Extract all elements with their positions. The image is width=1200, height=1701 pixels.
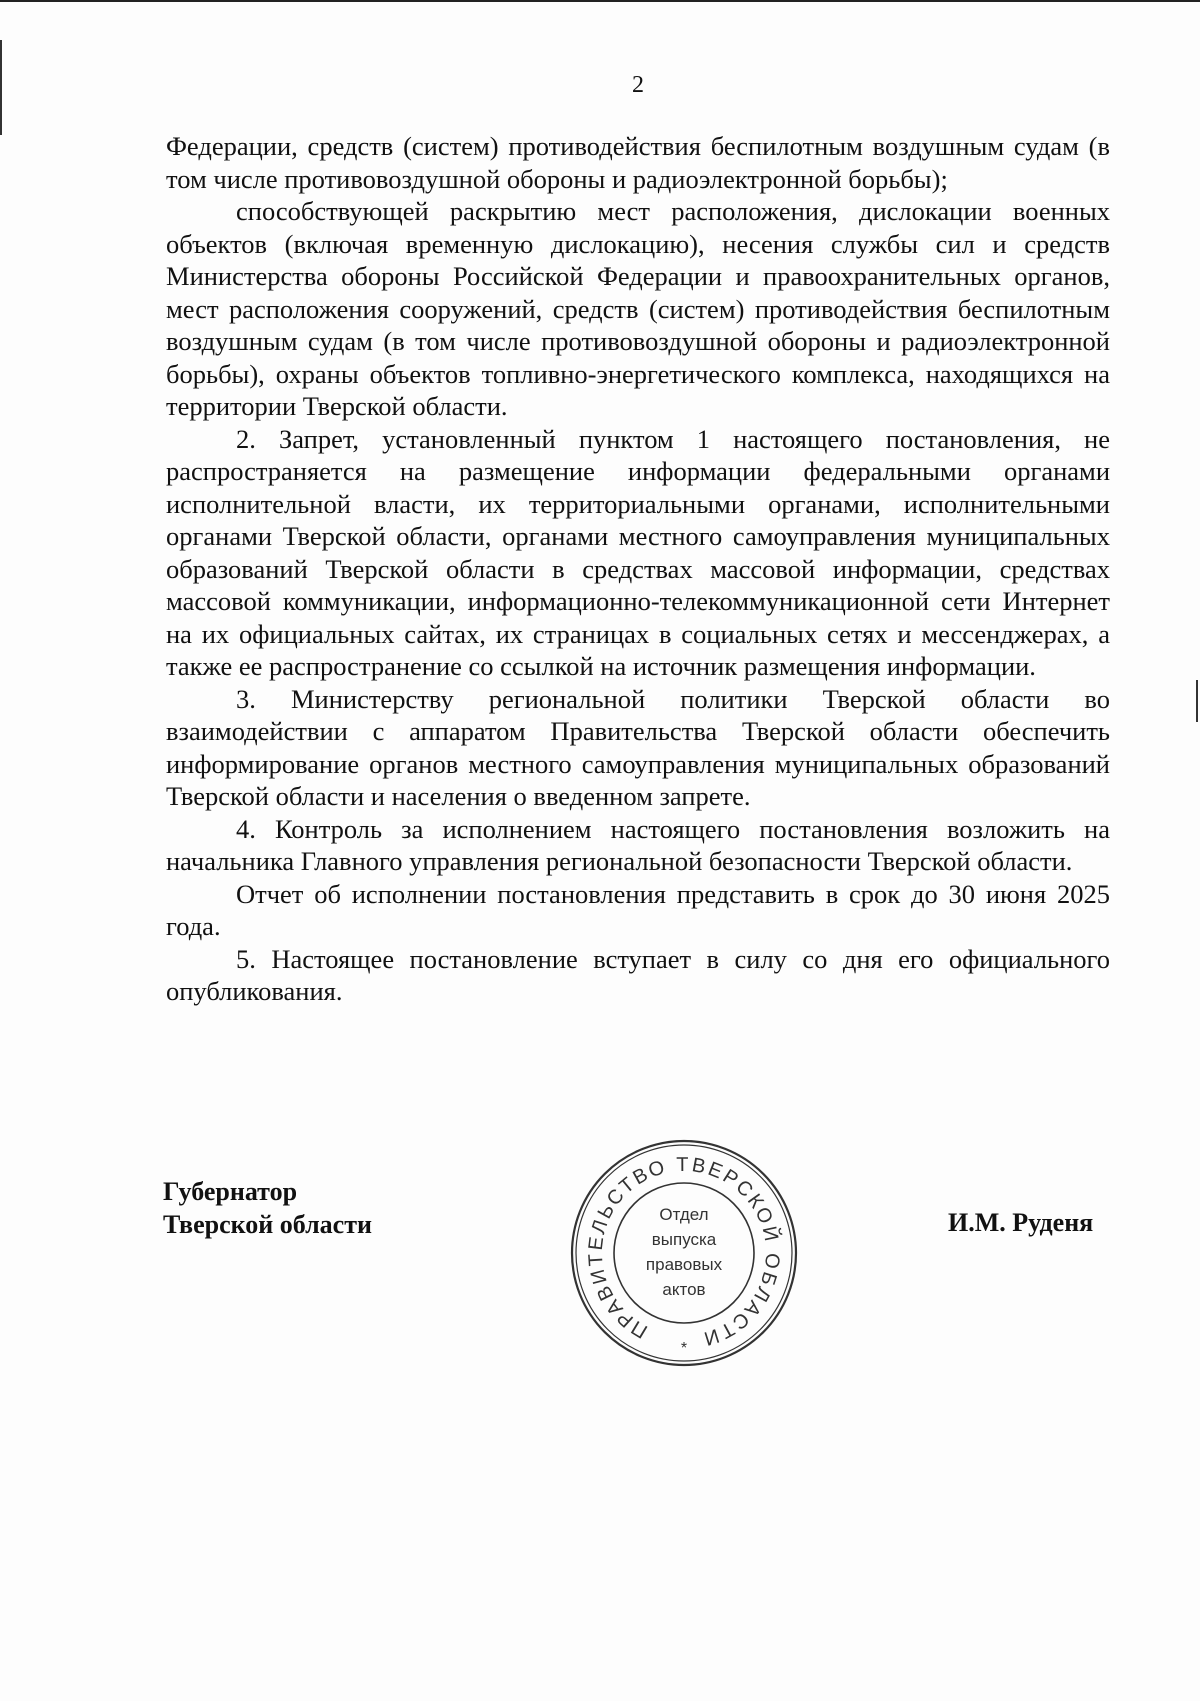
paragraph-item-2: 2. Запрет, установленный пунктом 1 настоящего постановления, не распространяется на размещение информации федеральными органами исполнительной власти, их территориальными органами, исполнительными органами Тверской области, органами местного самоуправления муниципальных образований Тверской области в средствах массовой информации, средствах массовой коммуникации, информационно-телекоммуникационной сети Интернет на их официальных сайтах, их страницах в социальных сетях и мессенджерах, а также ее распространение со ссылкой на источник размещения информации. <box>166 423 1110 681</box>
stamp-ring-text: ПРАВИТЕЛЬСТВО ТВЕРСКОЙ ОБЛАСТИ <box>584 1153 784 1350</box>
scan-top-edge <box>0 0 1200 2</box>
paragraph-item-3: 3. Министерству региональной политики Тверской области во взаимодействии с аппаратом Правительства Тверской области обеспечить информирование органов местного самоуправления муниципальных образований Тверской области и населения о введенном запрете. <box>166 683 1110 811</box>
page-number: 2 <box>632 72 644 98</box>
stamp-center-line: Отдел <box>659 1205 709 1224</box>
signatory-title <box>163 1175 372 1241</box>
stamp-center-line: правовых <box>645 1255 723 1274</box>
stamp-center-line: выпуска <box>651 1230 717 1249</box>
document-body <box>166 130 1110 1008</box>
stamp-center-text <box>618 1202 750 1302</box>
paragraph-report-deadline: Отчет об исполнении постановления представить в срок до 30 июня 2025 года. <box>166 878 1110 941</box>
stamp-center-line: актов <box>662 1280 706 1299</box>
signatory-title-line2: Тверской области <box>163 1210 372 1239</box>
scan-mark-right <box>1196 680 1198 722</box>
paragraph-item-4: 4. Контроль за исполнением настоящего постановления возложить на начальника Главного управления региональной безопасности Тверской области. <box>166 813 1110 876</box>
paragraph-item-5: 5. Настоящее постановление вступает в силу со дня его официального опубликования. <box>166 943 1110 1006</box>
signatory-name: И.М. Руденя <box>948 1208 1094 1237</box>
paragraph: Федерации, средств (систем) противодействия беспилотным воздушным судам (в том числе противовоздушной обороны и радиоэлектронной борьбы); <box>166 131 1110 194</box>
paragraph: способствующей раскрытию мест расположения, дислокации военных объектов (включая временную дислокацию), несения службы сил и средств Министерства обороны Российской Федерации и правоохранительных органов, мест расположения сооружений, средств (систем) противодействия беспилотным воздушным судам (в том числе противовоздушной обороны и радиоэлектронной борьбы), охраны объектов топливно-энергетического комплекса, находящихся на территории Тверской области. <box>166 196 1110 421</box>
stamp-star: * <box>680 1340 688 1357</box>
signatory-title-line1: Губернатор <box>163 1177 298 1206</box>
